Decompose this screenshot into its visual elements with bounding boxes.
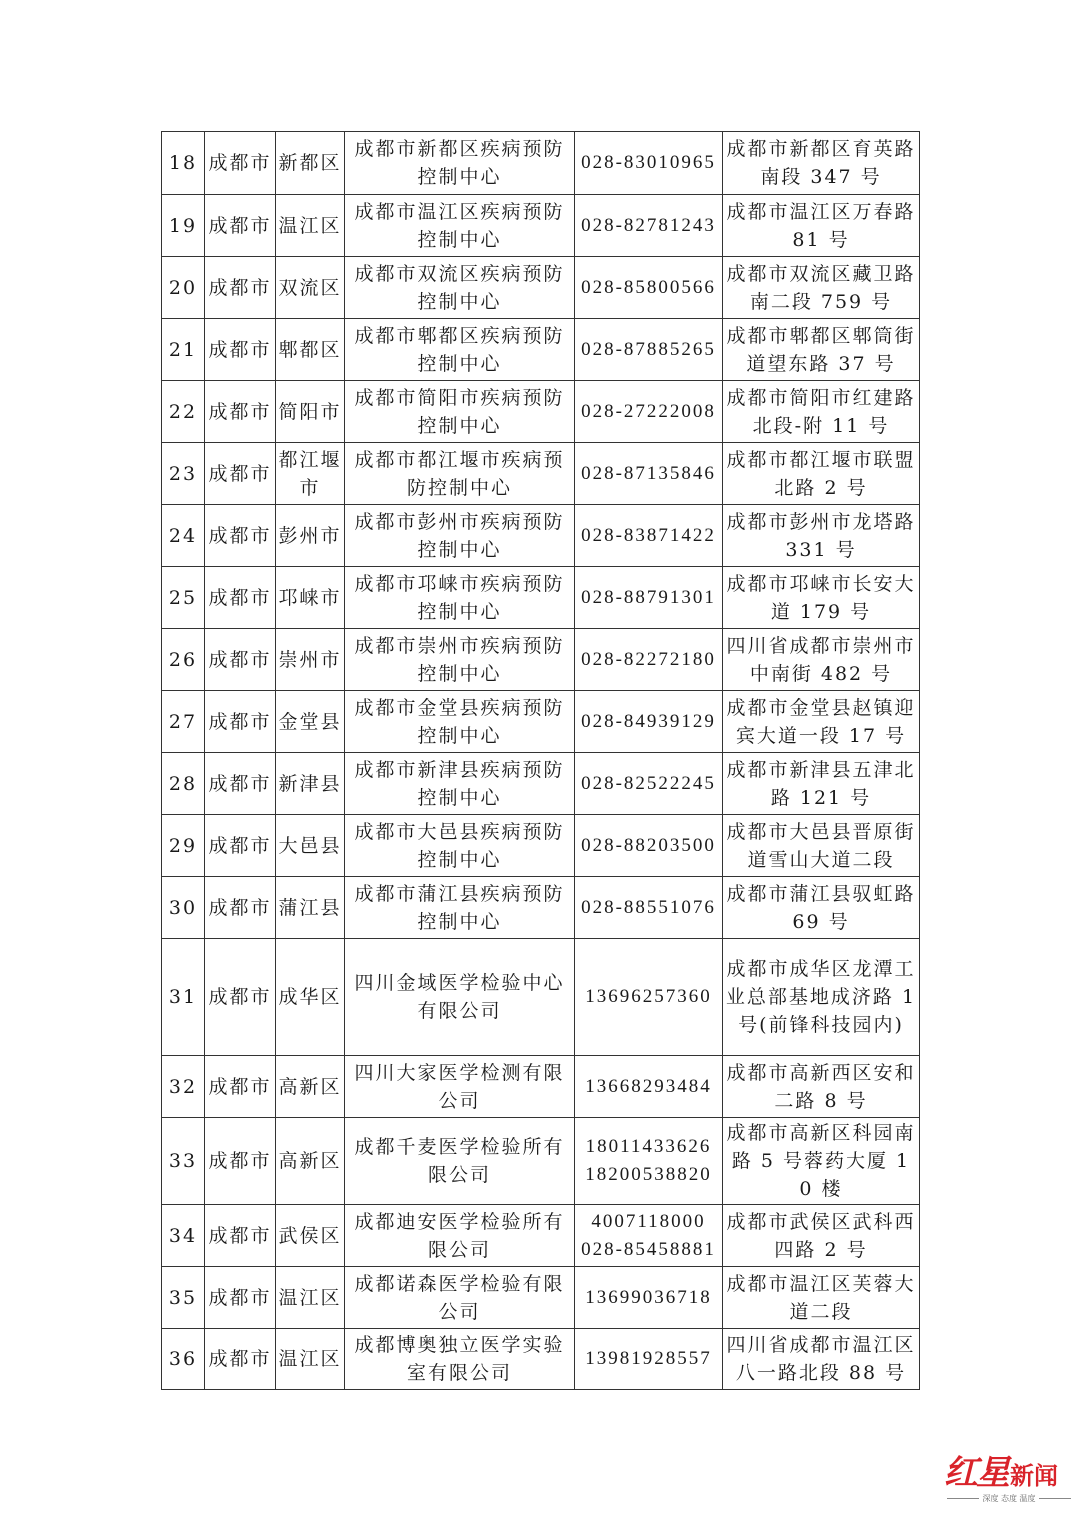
organization-cell: 四川金域医学检验中心有限公司 xyxy=(345,939,575,1056)
slogan-divider-left xyxy=(947,1498,979,1499)
city-cell: 成都市 xyxy=(205,1267,276,1329)
phone-number: 028-88791301 xyxy=(581,586,716,608)
slogan-divider-right xyxy=(1039,1498,1071,1499)
row-number: 35 xyxy=(162,1267,205,1329)
organization-cell: 成都市金堂县疾病预防控制中心 xyxy=(345,691,575,753)
city-cell: 成都市 xyxy=(205,567,276,629)
address-cell: 成都市温江区万春路 81 号 xyxy=(723,195,920,257)
address-cell: 成都市简阳市红建路北段-附 11 号 xyxy=(723,381,920,443)
organization-cell: 成都诺森医学检验有限公司 xyxy=(345,1267,575,1329)
phone-cell xyxy=(575,195,723,257)
row-number: 30 xyxy=(162,877,205,939)
organization-cell: 成都市彭州市疾病预防控制中心 xyxy=(345,505,575,567)
organization-cell: 成都市大邑县疾病预防控制中心 xyxy=(345,815,575,877)
phone-cell xyxy=(575,257,723,319)
district-cell: 金堂县 xyxy=(276,691,345,753)
district-cell: 高新区 xyxy=(276,1056,345,1118)
city-cell: 成都市 xyxy=(205,1056,276,1118)
phone-number: 028-27222008 xyxy=(581,400,716,422)
phone-number: 13699036718 xyxy=(585,1286,712,1308)
row-number: 28 xyxy=(162,753,205,815)
organization-cell: 四川大家医学检测有限公司 xyxy=(345,1056,575,1118)
table-row xyxy=(162,753,920,815)
phone-number: 028-88551076 xyxy=(581,896,716,918)
organization-cell: 成都市都江堰市疾病预防控制中心 xyxy=(345,443,575,505)
phone-number: 028-82522245 xyxy=(581,772,716,794)
phone-number: 13696257360 xyxy=(585,986,712,1007)
logo-wordmark xyxy=(944,1455,1074,1491)
phone-cell xyxy=(575,443,723,505)
address-cell: 成都市蒲江县驭虹路 69 号 xyxy=(723,877,920,939)
phone-number: 028-83871422 xyxy=(581,524,716,546)
row-number: 25 xyxy=(162,567,205,629)
district-cell: 崇州市 xyxy=(276,629,345,691)
phone-cell xyxy=(575,753,723,815)
table-body xyxy=(162,132,920,1390)
logo-brand-hongxing: 红星 xyxy=(944,1453,1008,1493)
city-cell: 成都市 xyxy=(205,505,276,567)
address-cell: 四川省成都市温江区八一路北段 88 号 xyxy=(723,1329,920,1390)
table-row xyxy=(162,132,920,195)
row-number: 29 xyxy=(162,815,205,877)
district-cell: 新津县 xyxy=(276,753,345,815)
table-row xyxy=(162,443,920,505)
district-cell: 蒲江县 xyxy=(276,877,345,939)
phone-cell xyxy=(575,567,723,629)
city-cell: 成都市 xyxy=(205,753,276,815)
city-cell: 成都市 xyxy=(205,939,276,1056)
phone-number: 028-87135846 xyxy=(581,462,716,484)
phone-number: 13668293484 xyxy=(585,1075,712,1097)
phone-number: 028-82272180 xyxy=(581,648,716,670)
table-row xyxy=(162,257,920,319)
row-number: 24 xyxy=(162,505,205,567)
logo-slogan-row xyxy=(944,1493,1074,1504)
city-cell: 成都市 xyxy=(205,257,276,319)
phone-number: 028-85800566 xyxy=(581,276,716,298)
district-cell: 邛崃市 xyxy=(276,567,345,629)
district-cell: 武侯区 xyxy=(276,1205,345,1267)
phone-cell xyxy=(575,1118,723,1205)
organization-cell: 成都市郫都区疾病预防控制中心 xyxy=(345,319,575,381)
hongxing-news-logo xyxy=(944,1455,1074,1515)
row-number: 32 xyxy=(162,1056,205,1118)
row-number: 23 xyxy=(162,443,205,505)
address-cell: 成都市高新区科园南路 5 号蓉药大厦 10 楼 xyxy=(723,1118,920,1205)
phone-number: 028-84939129 xyxy=(581,710,716,732)
phone-cell xyxy=(575,877,723,939)
phone-cell xyxy=(575,1056,723,1118)
district-cell: 彭州市 xyxy=(276,505,345,567)
phone-cell xyxy=(575,1205,723,1267)
phone-cell xyxy=(575,132,723,195)
logo-brand-xinwen: 新闻 xyxy=(1010,1461,1058,1490)
organization-cell: 成都市新津县疾病预防控制中心 xyxy=(345,753,575,815)
phone-number: 18200538820 xyxy=(585,1164,712,1185)
table-row xyxy=(162,1329,920,1390)
table-row xyxy=(162,1056,920,1118)
table-row xyxy=(162,319,920,381)
address-cell: 成都市郫都区郫筒街道望东路 37 号 xyxy=(723,319,920,381)
phone-number: 028-83010965 xyxy=(581,152,716,173)
address-cell: 成都市新都区育英路南段 347 号 xyxy=(723,132,920,195)
organization-cell: 成都市简阳市疾病预防控制中心 xyxy=(345,381,575,443)
table-row xyxy=(162,815,920,877)
logo-slogan: 深度 态度 温度 xyxy=(982,1494,1036,1503)
table-row xyxy=(162,1118,920,1205)
table-row xyxy=(162,1205,920,1267)
address-cell: 成都市成华区龙潭工业总部基地成济路 1 号(前锋科技园内) xyxy=(723,939,920,1056)
address-cell: 成都市大邑县晋原街道雪山大道二段 xyxy=(723,815,920,877)
phone-cell xyxy=(575,629,723,691)
table-row xyxy=(162,629,920,691)
address-cell: 成都市双流区藏卫路南二段 759 号 xyxy=(723,257,920,319)
organization-cell: 成都市邛崃市疾病预防控制中心 xyxy=(345,567,575,629)
row-number: 20 xyxy=(162,257,205,319)
address-cell: 成都市邛崃市长安大道 179 号 xyxy=(723,567,920,629)
row-number: 34 xyxy=(162,1205,205,1267)
city-cell: 成都市 xyxy=(205,877,276,939)
row-number: 22 xyxy=(162,381,205,443)
address-cell: 四川省成都市崇州市中南街 482 号 xyxy=(723,629,920,691)
organization-cell: 成都迪安医学检验所有限公司 xyxy=(345,1205,575,1267)
address-cell: 成都市彭州市龙塔路 331 号 xyxy=(723,505,920,567)
table-row xyxy=(162,567,920,629)
city-cell: 成都市 xyxy=(205,195,276,257)
district-cell: 成华区 xyxy=(276,939,345,1056)
city-cell: 成都市 xyxy=(205,691,276,753)
city-cell: 成都市 xyxy=(205,629,276,691)
phone-cell xyxy=(575,1267,723,1329)
district-cell: 简阳市 xyxy=(276,381,345,443)
row-number: 36 xyxy=(162,1329,205,1390)
phone-cell xyxy=(575,319,723,381)
table-row xyxy=(162,195,920,257)
phone-cell xyxy=(575,1329,723,1390)
district-cell: 大邑县 xyxy=(276,815,345,877)
row-number: 26 xyxy=(162,629,205,691)
district-cell: 都江堰市 xyxy=(276,443,345,505)
city-cell: 成都市 xyxy=(205,815,276,877)
organization-cell: 成都市蒲江县疾病预防控制中心 xyxy=(345,877,575,939)
address-cell: 成都市高新西区安和二路 8 号 xyxy=(723,1056,920,1118)
table-row xyxy=(162,877,920,939)
phone-cell xyxy=(575,381,723,443)
organization-cell: 成都市崇州市疾病预防控制中心 xyxy=(345,629,575,691)
district-cell: 高新区 xyxy=(276,1118,345,1205)
phone-number: 13981928557 xyxy=(585,1348,712,1369)
address-cell: 成都市都江堰市联盟北路 2 号 xyxy=(723,443,920,505)
phone-number: 028-85458881 xyxy=(581,1238,716,1260)
organization-cell: 成都市新都区疾病预防控制中心 xyxy=(345,132,575,195)
phone-cell xyxy=(575,505,723,567)
address-cell: 成都市新津县五津北路 121 号 xyxy=(723,753,920,815)
district-cell: 温江区 xyxy=(276,1267,345,1329)
phone-cell xyxy=(575,939,723,1056)
district-cell: 温江区 xyxy=(276,1329,345,1390)
phone-number: 4007118000 xyxy=(591,1210,706,1232)
table-row xyxy=(162,939,920,1056)
organization-cell: 成都千麦医学检验所有限公司 xyxy=(345,1118,575,1205)
row-number: 33 xyxy=(162,1118,205,1205)
row-number: 18 xyxy=(162,132,205,195)
organization-cell: 成都市温江区疾病预防控制中心 xyxy=(345,195,575,257)
address-cell: 成都市武侯区武科西四路 2 号 xyxy=(723,1205,920,1267)
city-cell: 成都市 xyxy=(205,1118,276,1205)
city-cell: 成都市 xyxy=(205,1205,276,1267)
phone-cell xyxy=(575,815,723,877)
organization-cell: 成都市双流区疾病预防控制中心 xyxy=(345,257,575,319)
phone-cell xyxy=(575,691,723,753)
table-row xyxy=(162,381,920,443)
row-number: 19 xyxy=(162,195,205,257)
phone-number: 028-88203500 xyxy=(581,834,716,856)
table-row xyxy=(162,1267,920,1329)
district-cell: 双流区 xyxy=(276,257,345,319)
city-cell: 成都市 xyxy=(205,381,276,443)
city-cell: 成都市 xyxy=(205,319,276,381)
address-cell: 成都市温江区芙蓉大道二段 xyxy=(723,1267,920,1329)
district-cell: 郫都区 xyxy=(276,319,345,381)
phone-number: 028-87885265 xyxy=(581,338,716,360)
organization-cell: 成都博奥独立医学实验室有限公司 xyxy=(345,1329,575,1390)
city-cell: 成都市 xyxy=(205,443,276,505)
phone-number: 028-82781243 xyxy=(581,214,716,236)
phone-number: 18011433626 xyxy=(585,1136,712,1157)
testing-institutions-table xyxy=(161,131,920,1390)
table-row xyxy=(162,505,920,567)
city-cell: 成都市 xyxy=(205,1329,276,1390)
address-cell: 成都市金堂县赵镇迎宾大道一段 17 号 xyxy=(723,691,920,753)
city-cell: 成都市 xyxy=(205,132,276,195)
table-row xyxy=(162,691,920,753)
row-number: 21 xyxy=(162,319,205,381)
district-cell: 温江区 xyxy=(276,195,345,257)
row-number: 27 xyxy=(162,691,205,753)
row-number: 31 xyxy=(162,939,205,1056)
district-cell: 新都区 xyxy=(276,132,345,195)
